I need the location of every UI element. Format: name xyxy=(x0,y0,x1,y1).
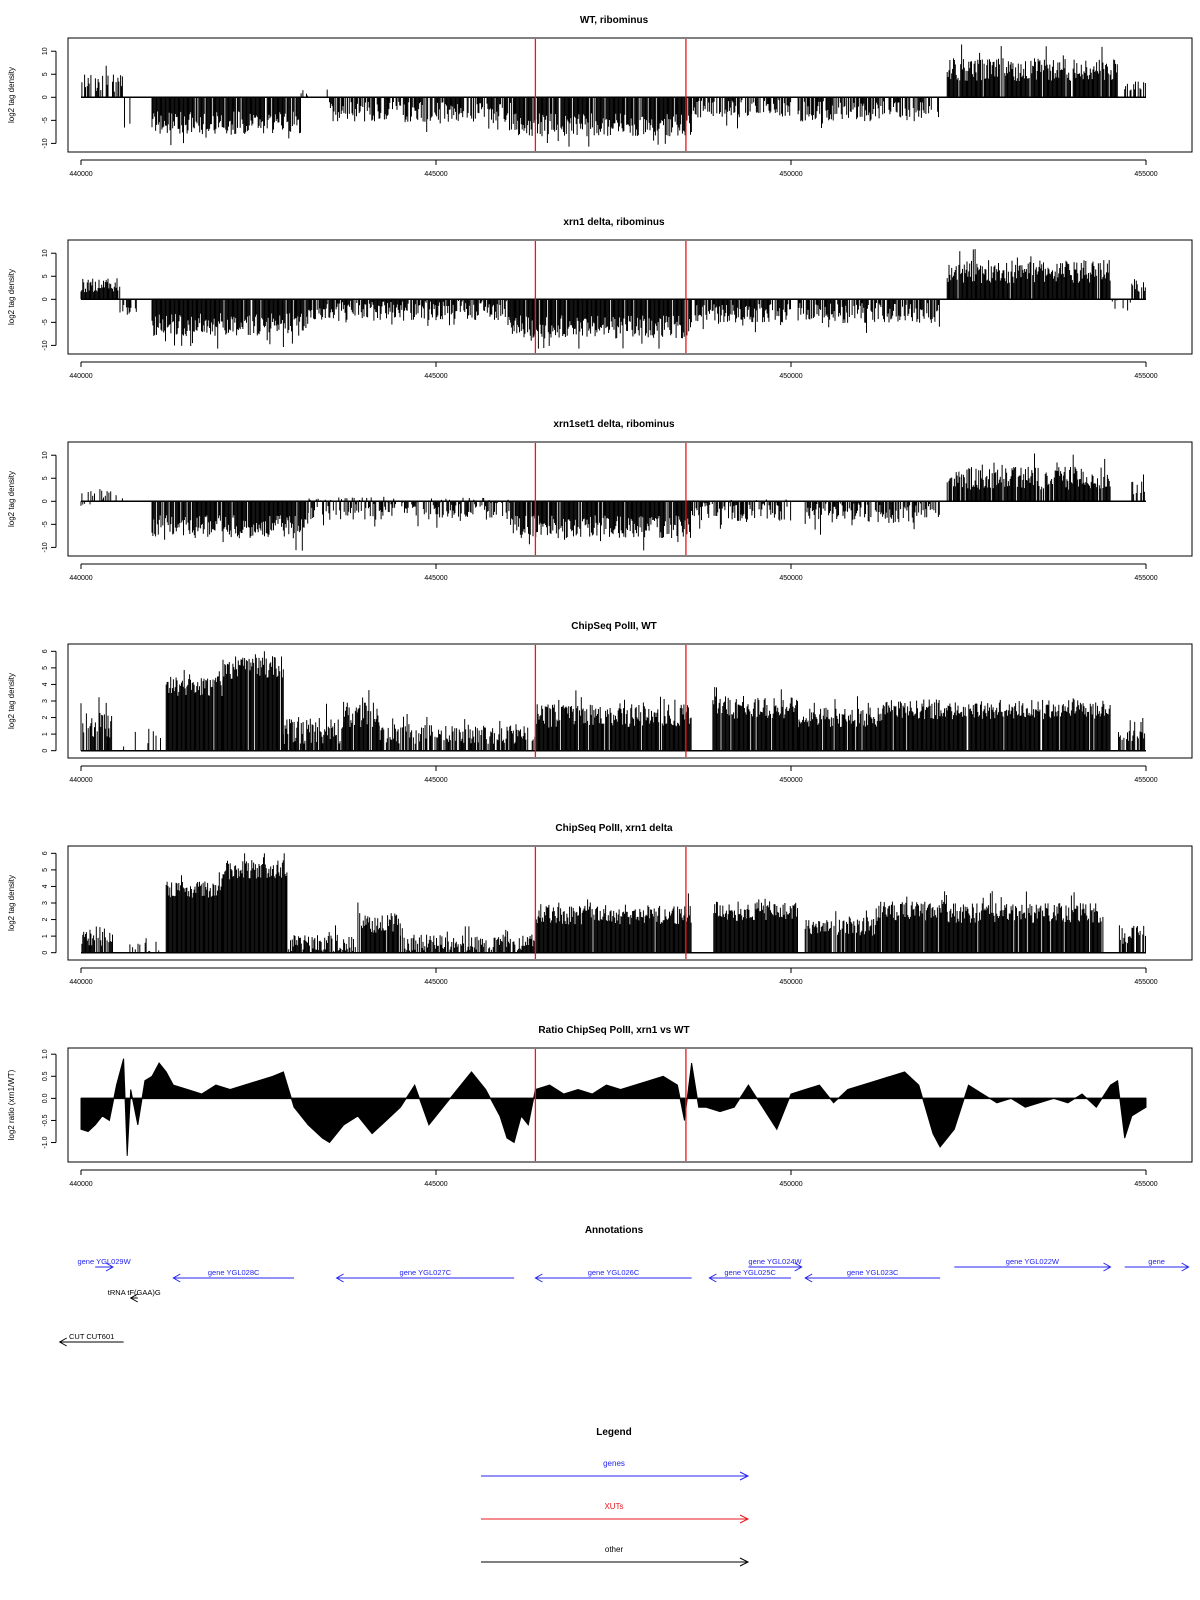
y-tick-label: 0 xyxy=(42,950,49,955)
y-tick-label: -5 xyxy=(42,521,49,528)
y-tick-label: 1 xyxy=(42,934,49,939)
y-tick-label: 3 xyxy=(42,699,49,703)
x-tick-label: 440000 xyxy=(69,373,93,380)
y-tick-label: 5 xyxy=(42,476,49,481)
y-tick-label: 6 xyxy=(42,649,49,654)
x-tick-label: 450000 xyxy=(779,1181,803,1188)
panel-4 xyxy=(7,621,1192,784)
y-tick-label: 0 xyxy=(42,748,49,753)
y-tick-label: 1 xyxy=(42,732,49,737)
x-tick-label: 450000 xyxy=(779,575,803,582)
panel-5 xyxy=(7,823,1192,986)
y-tick-label: 0 xyxy=(42,95,49,100)
y-axis-label: log2 tag density xyxy=(7,470,16,528)
y-tick-label: 5 xyxy=(42,665,49,670)
x-tick-label: 445000 xyxy=(424,777,448,784)
y-tick-label: 10 xyxy=(42,47,49,56)
y-tick-label: 4 xyxy=(42,884,49,889)
x-tick-label: 455000 xyxy=(1134,1181,1158,1188)
x-tick-label: 440000 xyxy=(69,979,93,986)
y-tick-label: 0.5 xyxy=(42,1071,49,1082)
panel-2 xyxy=(7,217,1192,380)
y-tick-label: 5 xyxy=(42,274,49,279)
y-tick-label: -1.0 xyxy=(42,1136,49,1149)
y-tick-label: 10 xyxy=(42,451,49,460)
panel-title: xrn1set1 delta, ribominus xyxy=(553,419,675,430)
x-tick-label: 455000 xyxy=(1134,979,1158,986)
x-tick-label: 440000 xyxy=(69,1181,93,1188)
x-tick-label: 455000 xyxy=(1134,171,1158,178)
ratio-area xyxy=(81,1059,1146,1156)
x-tick-label: 450000 xyxy=(779,777,803,784)
panel-3 xyxy=(7,419,1192,582)
panel-title: WT, ribominus xyxy=(579,15,649,26)
x-tick-label: 445000 xyxy=(424,575,448,582)
x-tick-label: 450000 xyxy=(779,373,803,380)
x-tick-label: 455000 xyxy=(1134,373,1158,380)
y-tick-label: 0 xyxy=(42,297,49,302)
x-tick-label: 455000 xyxy=(1134,777,1158,784)
y-tick-label: 5 xyxy=(42,72,49,77)
x-tick-label: 445000 xyxy=(424,979,448,986)
x-tick-label: 445000 xyxy=(424,1181,448,1188)
panel-title: ChipSeq PolII, WT xyxy=(571,621,657,632)
y-tick-label: 5 xyxy=(42,867,49,872)
y-tick-label: 2 xyxy=(42,917,49,922)
panel-6 xyxy=(7,1025,1192,1188)
panel-title: Ratio ChipSeq PolII, xrn1 vs WT xyxy=(538,1025,690,1036)
y-axis-label: log2 tag density xyxy=(7,66,16,124)
x-tick-label: 445000 xyxy=(424,373,448,380)
y-tick-label: 4 xyxy=(42,682,49,687)
x-tick-label: 440000 xyxy=(69,171,93,178)
y-tick-label: -10 xyxy=(42,340,49,351)
y-axis-label: log2 tag density xyxy=(7,672,16,730)
panel-title: xrn1 delta, ribominus xyxy=(563,217,665,228)
y-tick-label: -10 xyxy=(42,138,49,149)
y-tick-label: -5 xyxy=(42,319,49,326)
x-tick-label: 445000 xyxy=(424,171,448,178)
panel-1 xyxy=(7,15,1192,178)
x-tick-label: 440000 xyxy=(69,777,93,784)
y-tick-label: 0 xyxy=(42,499,49,504)
panel-title: ChipSeq PolII, xrn1 delta xyxy=(555,823,673,834)
y-tick-label: -10 xyxy=(42,542,49,553)
y-tick-label: -5 xyxy=(42,117,49,124)
x-tick-label: 450000 xyxy=(779,979,803,986)
y-axis-label: log2 tag density xyxy=(7,874,16,932)
y-tick-label: 2 xyxy=(42,715,49,720)
y-tick-label: -0.5 xyxy=(42,1114,49,1127)
x-tick-label: 440000 xyxy=(69,575,93,582)
y-tick-label: 3 xyxy=(42,901,49,905)
y-axis-label: log2 tag density xyxy=(7,268,16,326)
y-tick-label: 0.0 xyxy=(42,1093,49,1104)
y-tick-label: 10 xyxy=(42,249,49,258)
x-tick-label: 450000 xyxy=(779,171,803,178)
y-tick-label: 6 xyxy=(42,851,49,856)
x-tick-label: 455000 xyxy=(1134,575,1158,582)
